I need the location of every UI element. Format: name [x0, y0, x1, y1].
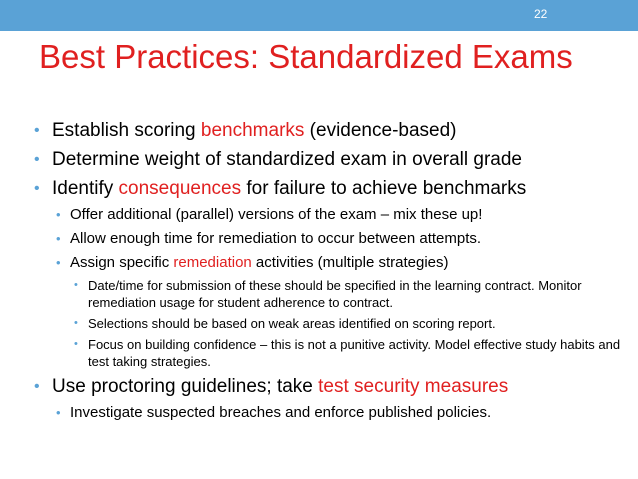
bullet-icon: •	[56, 207, 61, 222]
slide-title: Best Practices: Standardized Exams	[39, 38, 573, 75]
slide-number: 22	[534, 7, 548, 21]
highlight-text: benchmarks	[200, 120, 305, 141]
bullet-icon: •	[56, 255, 61, 270]
bullet-icon: •	[56, 405, 61, 420]
sub-sub-bullet-item: • Focus on building confidence – this is not a punitive activity. Model effective study habits and test taking strategies.	[74, 337, 621, 369]
bullet-icon: •	[34, 151, 40, 168]
bullet-item: • Determine weight of standardized exam in overall grade	[34, 149, 522, 170]
bullet-item: • Use proctoring guidelines; take test security measures	[34, 376, 509, 397]
bullet-list	[30, 118, 630, 427]
sub-bullet-item: • Assign specific remediation activities (multiple strategies)	[56, 254, 449, 271]
highlight-text: consequences	[118, 178, 242, 199]
header-bar	[0, 0, 638, 31]
bullet-icon: •	[74, 317, 78, 329]
bullet-icon: •	[56, 231, 61, 246]
sub-bullet-item: • Offer additional (parallel) versions of the exam – mix these up!	[56, 206, 483, 223]
sub-bullet-item: • Allow enough time for remediation to occur between attempts.	[56, 230, 482, 247]
sub-sub-bullet-item: • Date/time for submission of these should be specified in the learning contract. Monitor remediation usage for student adherence to contract.	[74, 278, 582, 310]
bullet-item: • Establish scoring benchmarks (evidence-based)	[34, 120, 457, 141]
bullet-icon: •	[74, 279, 78, 291]
bullet-icon: •	[74, 338, 78, 350]
sub-bullet-item: • Investigate suspected breaches and enforce published policies.	[56, 404, 492, 421]
bullet-item: • Identify consequences for failure to achieve benchmarks	[34, 178, 527, 199]
sub-sub-bullet-item: • Selections should be based on weak areas identified on scoring report.	[74, 316, 496, 331]
bullet-icon: •	[34, 122, 40, 139]
bullet-icon: •	[34, 180, 40, 197]
bullet-icon: •	[34, 378, 40, 395]
highlight-text: test security measures	[318, 376, 509, 397]
highlight-text: remediation	[173, 254, 252, 271]
